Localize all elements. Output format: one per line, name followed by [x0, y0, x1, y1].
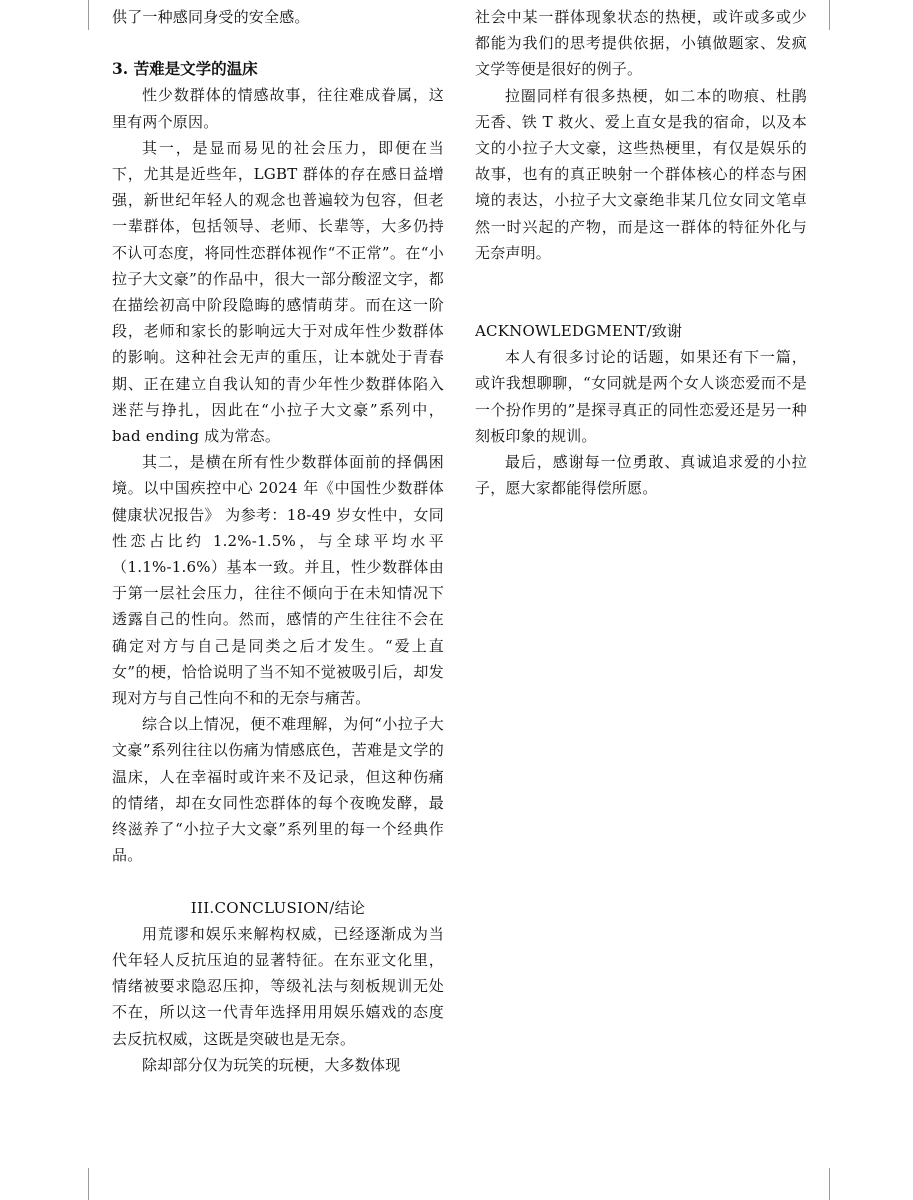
body-paragraph: 本人有很多讨论的话题，如果还有下一篇，或许我想聊聊，“女同就是两个女人谈恋爱而不是一个扮作男的”是探寻真正的同性恋爱还是另一种刻板印象的规训。 [475, 348, 807, 445]
conclusion-heading: III.CONCLUSION/结论 [190, 898, 366, 917]
body-paragraph: 综合以上情况，便不难理解，为何“小拉子大文豪”系列往往以伤痛为情感底色，苦难是文学的温床，人在幸福时或许来不及记录，但这种伤痛的情绪，却在女同性恋群体的每个夜晚发酵，最终滋养了“小拉子大文豪”系列里的每一个经典作品。 [112, 715, 444, 865]
body-paragraph: 除却部分仅为玩笑的玩梗，大多数体现 [142, 1055, 401, 1074]
crop-mark-bottom-right [829, 1168, 830, 1200]
body-paragraph: 拉圈同样有很多热梗，如二本的吻痕、杜鹃无香、铁 T 救火、爱上直女是我的宿命，以及本文的小拉子大文豪，这些热梗里，有仅是娱乐的故事，也有的真正映射一个群体核心的样态与困境的表达，小拉子大文豪绝非某几位女同文笔卓然一时兴起的产物，而是这一群体的特征外化与无奈声明。 [475, 86, 807, 262]
left-column [112, 4, 444, 1078]
acknowledgment-heading: ACKNOWLEDGMENT/致谢 [475, 322, 683, 341]
right-column [475, 4, 807, 501]
crop-mark-top-right [829, 0, 830, 30]
crop-mark-bottom-left [88, 1168, 89, 1200]
body-paragraph: 用荒谬和娱乐来解构权威，已经逐渐成为当代年轻人反抗压迫的显著特征。在东亚文化里，情绪被要求隐忍压抑，等级礼法与刻板规训无处不在，所以这一代青年选择用用娱乐嬉戏的态度去反抗权威，这既是突破也是无奈。 [112, 924, 444, 1048]
crop-mark-top-left [88, 0, 89, 30]
body-paragraph: 其一，是显而易见的社会压力，即便在当下，尤其是近些年，LGBT 群体的存在感日益增强，新世纪年轻人的观念也普遍较为包容，但老一辈群体，包括领导、老师、长辈等，大多仍持不认可态度，将同性恋群体视作“不正常”。在“小拉子大文豪”的作品中，很大一部分酸涩文字，都在描绘初高中阶段隐晦的感情萌芽。而在这一阶段，老师和家长的影响远大于对成年性少数群体的影响。这种社会无声的重压，让本就处于青春期、正在建立自我认知的青少年性少数群体陷入迷茫与挣扎，因此在“小拉子大文豪”系列中，bad ending 成为常态。 [112, 138, 444, 446]
body-paragraph: 其二，是横在所有性少数群体面前的择偶困境。以中国疾控中心 2024 年《中国性少数群体健康状况报告》 为参考：18-49 岁女性中，女同性恋占比约 1.2%-1.5%，与全球平均水平（1.1%-1.6%）基本一致。并且，性少数群体由于第一层社会压力，往往不倾向于在未知情况下透露自己的性向。然而，感情的产生往往不会在确定对方与自己是同类之后才发生。“爱上直女”的梗，恰恰说明了当不知不觉被吸引后，却发现对方与自己性向不和的无奈与痛苦。 [112, 453, 444, 708]
body-paragraph: 性少数群体的情感故事，往往难成眷属，这里有两个原因。 [112, 86, 444, 131]
continuation-paragraph: 社会中某一群体现象状态的热梗，或许或多或少都能为我们的思考提供依据，小镇做题家、发疯文学等便是很好的例子。 [475, 8, 807, 79]
section-heading: 3. 苦难是文学的温床 [112, 59, 258, 79]
continuation-paragraph: 供了一种感同身受的安全感。 [112, 8, 310, 26]
body-paragraph: 最后，感谢每一位勇敢、真诚追求爱的小拉子，愿大家都能得偿所愿。 [475, 453, 807, 498]
